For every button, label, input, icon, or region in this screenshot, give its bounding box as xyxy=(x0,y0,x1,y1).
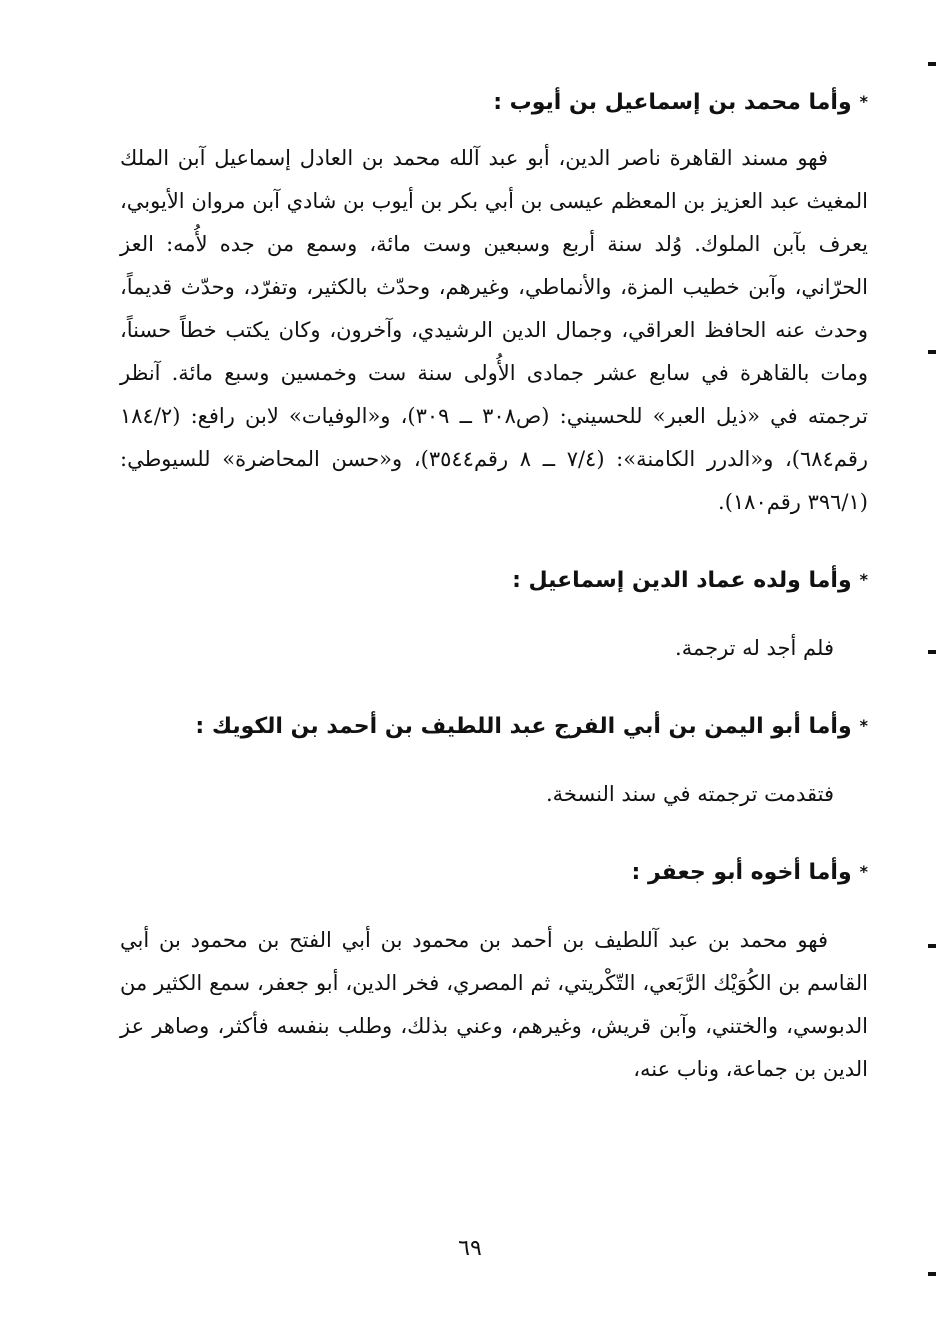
section-heading-abu-al-yaman xyxy=(120,706,868,747)
edge-mark xyxy=(928,650,936,654)
section-body-imad-al-din: فلم أجد له ترجمة. xyxy=(675,636,834,660)
section-body-abu-jafar: فهو محمد بن عبد آللطيف بن أحمد بن محمود بن أبي الفتح بن محمود بن أبي القاسم بن الكُوَيْك الرَّبَعي، التّكْريتي، ثم المصري، فخر الدين، أبو جعفر، سمع الكثير من الدبوسي، والختني، وآبن قريش، وغيرهم، وعني بذلك، وطلب بنفسه فأكثر، وصاهر عز الدين بن جماعة، وناب عنه، xyxy=(120,928,868,1081)
section-heading-abu-jafar xyxy=(120,852,868,893)
heading-text: وأما أبو اليمن بن أبي الفرج عبد اللطيف بن أحمد بن الكويك : xyxy=(195,714,852,739)
bullet-marker: * xyxy=(859,92,868,111)
section-body-abu-al-yaman: فتقدمت ترجمته في سند النسخة. xyxy=(545,782,834,806)
page-number: ٦٩ xyxy=(458,1236,482,1261)
bullet-marker: * xyxy=(859,570,868,589)
heading-text: وأما ولده عماد الدين إسماعيل : xyxy=(512,568,852,593)
page-content xyxy=(120,82,868,1091)
edge-mark xyxy=(928,944,936,948)
edge-mark xyxy=(928,1272,936,1276)
bullet-marker: * xyxy=(859,862,868,881)
edge-mark xyxy=(928,62,936,66)
heading-text: وأما أخوه أبو جعفر : xyxy=(631,860,852,885)
section-heading-muhammad xyxy=(120,82,868,123)
heading-text: وأما محمد بن إسماعيل بن أيوب : xyxy=(493,90,852,115)
edge-mark xyxy=(928,350,936,354)
section-body-muhammad: فهو مسند القاهرة ناصر الدين، أبو عبد آلله محمد بن العادل إسماعيل آبن الملك المغيث عبد العزيز بن المعظم عيسى بن أبي بكر بن أيوب بن شادي آبن مروان الأيوبي، يعرف بآبن الملوك. وُلد سنة أربع وسبعين وست مائة، وسمع من جده لأُمه: العز الحرّاني، وآبن خطيب المزة، والأنماطي، وغيرهم، وحدّث بالكثير، وتفرّد، وحدّث قديماً، وحدث عنه الحافظ العراقي، وجمال الدين الرشيدي، وآخرون، وكان يكتب خطاً حسناً، ومات بالقاهرة في سابع عشر جمادى الأُولى سنة ست وخمسين وسبع مائة. آنظر ترجمته في «ذيل العبر» للحسيني: (ص٣٠٨ ــ ٣٠٩)، و«الوفيات» لابن رافع: (١٨٤/٢ رقم٦٨٤)، و«الدرر الكامنة»: (٧/٤ ــ ٨ رقم٣٥٤٤)، و«حسن المحاضرة» للسيوطي: (٣٩٦/١ رقم١٨٠). xyxy=(120,146,868,514)
bullet-marker: * xyxy=(859,716,868,735)
section-heading-imad-al-din xyxy=(120,560,868,601)
